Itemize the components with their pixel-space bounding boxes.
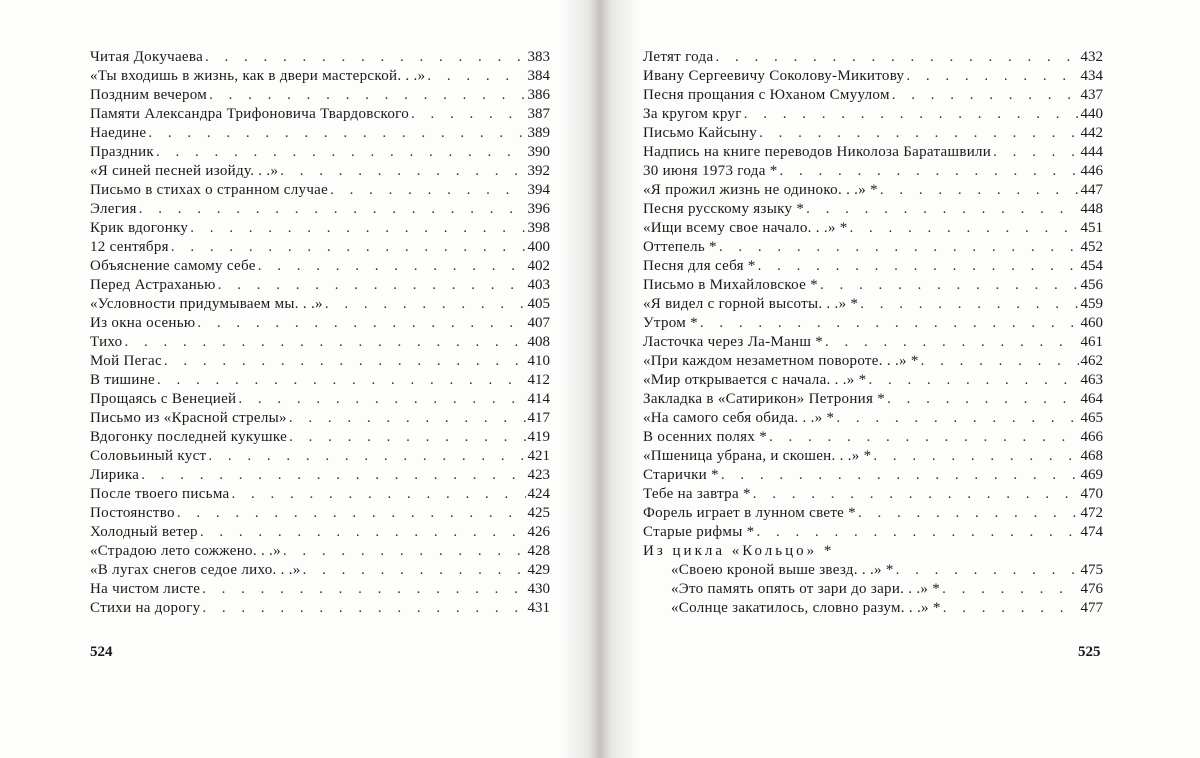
- toc-entry-page: 461: [1080, 334, 1103, 350]
- toc-entry: [90, 447, 550, 466]
- toc-entry: [643, 67, 1103, 86]
- toc-entry-page: 476: [1080, 581, 1103, 597]
- toc-entry-page: 398: [527, 220, 550, 236]
- toc-entry-title: «Страдою лето сожжено. . .»: [90, 543, 281, 559]
- toc-entry-page: 389: [527, 125, 550, 141]
- toc-entry-page: 451: [1080, 220, 1103, 236]
- dot-leader: [289, 409, 526, 428]
- dot-leader: [177, 504, 526, 523]
- toc-entry-title: Наедине: [90, 125, 147, 141]
- toc-entry-title: Закладка в «Сатирикон» Петрония *: [643, 391, 886, 407]
- toc-section-heading: [643, 542, 1103, 561]
- toc-entry: [643, 504, 1103, 523]
- toc-entry-title: «Я синей песней изойду. . .»: [90, 163, 279, 179]
- toc-entry-title: В тишине: [90, 372, 155, 388]
- toc-entry-title: На чистом листе: [90, 581, 201, 597]
- dot-leader: [860, 295, 1078, 314]
- dot-leader: [411, 105, 525, 124]
- toc-entry-title: Письмо в стихах о странном случае: [90, 182, 329, 198]
- toc-entry: [90, 295, 550, 314]
- toc-entry-title: Утром *: [643, 315, 698, 331]
- toc-entry: [90, 390, 550, 409]
- toc-entry-title: Соловьиный куст: [90, 448, 207, 464]
- toc-entry: [643, 200, 1103, 219]
- dot-leader: [171, 238, 526, 257]
- dot-leader: [836, 409, 1078, 428]
- dot-leader: [325, 295, 526, 314]
- toc-entry: [643, 238, 1103, 257]
- dot-leader: [753, 485, 1079, 504]
- toc-entry-page: 442: [1080, 125, 1103, 141]
- toc-entry-page: 428: [527, 543, 550, 559]
- dot-leader: [139, 200, 526, 219]
- toc-entry-title: «Своею кроной выше звезд. . .» *: [671, 562, 894, 578]
- toc-entry-page: 460: [1080, 315, 1103, 331]
- toc-entry-page: 469: [1080, 467, 1103, 483]
- dot-leader: [719, 238, 1079, 257]
- dot-leader: [715, 48, 1078, 67]
- toc-entry: [90, 352, 550, 371]
- dot-leader: [896, 561, 1079, 580]
- toc-entry-title: Объяснение самому себе: [90, 258, 256, 274]
- toc-entry-page: 408: [527, 334, 550, 350]
- toc-entry-page: 475: [1080, 562, 1103, 578]
- toc-entry-title: Тебе на завтра *: [643, 486, 751, 502]
- dot-leader: [157, 371, 526, 390]
- dot-leader: [887, 390, 1078, 409]
- toc-entry-page: 463: [1080, 372, 1103, 388]
- toc-entry-page: 477: [1080, 600, 1103, 616]
- toc-entry-title: «Ты входишь в жизнь, как в двери мастерской. . .»: [90, 68, 426, 84]
- toc-entry-page: 440: [1080, 106, 1103, 122]
- dot-leader: [156, 143, 525, 162]
- toc-entry-title: «Мир открывается с начала. . .» *: [643, 372, 867, 388]
- dot-leader: [758, 257, 1079, 276]
- dot-leader: [258, 257, 526, 276]
- toc-entry-page: 426: [527, 524, 550, 540]
- toc-entry-title: 12 сентября: [90, 239, 169, 255]
- toc-entry: [643, 181, 1103, 200]
- toc-entry: [90, 466, 550, 485]
- toc-entry-title: «Это память опять от зари до зари. . .» *: [671, 581, 941, 597]
- toc-entry-title: Ивану Сергеевичу Соколову-Микитову: [643, 68, 905, 84]
- toc-entry: [643, 580, 1103, 599]
- toc-entry: [643, 390, 1103, 409]
- toc-entry-page: 434: [1080, 68, 1103, 84]
- toc-entry: [90, 542, 550, 561]
- toc-entry-page: 387: [527, 106, 550, 122]
- dot-leader: [209, 86, 525, 105]
- toc-entry-page: 407: [527, 315, 550, 331]
- dot-leader: [208, 447, 525, 466]
- dot-leader: [943, 599, 1079, 618]
- dot-leader: [205, 48, 525, 67]
- toc-entry: [90, 314, 550, 333]
- toc-entry-page: 459: [1080, 296, 1103, 312]
- toc-entry-title: Тихо: [90, 334, 123, 350]
- toc-entry-title: Праздник: [90, 144, 155, 160]
- toc-entry: [90, 276, 550, 295]
- toc-entry: [643, 86, 1103, 105]
- dot-leader: [825, 333, 1078, 352]
- toc-entry-page: 396: [527, 201, 550, 217]
- toc-entry: [643, 143, 1103, 162]
- toc-entry-page: 394: [527, 182, 550, 198]
- toc-entry: [643, 447, 1103, 466]
- toc-entry: [643, 48, 1103, 67]
- dot-leader: [427, 67, 525, 86]
- toc-entry-title: Письмо из «Красной стрелы»: [90, 410, 287, 426]
- dot-leader: [164, 352, 526, 371]
- dot-leader: [280, 162, 525, 181]
- toc-entry-page: 466: [1080, 429, 1103, 445]
- toc-entry-title: Читая Докучаева: [90, 49, 204, 65]
- toc-entry-title: 30 июня 1973 года *: [643, 163, 778, 179]
- dot-leader: [921, 352, 1079, 371]
- toc-entry: [643, 219, 1103, 238]
- toc-entry-title: Крик вдогонку: [90, 220, 189, 236]
- toc-entry-title: Надпись на книге переводов Николоза Бараташвили: [643, 144, 992, 160]
- dot-leader: [906, 67, 1078, 86]
- dot-leader: [873, 447, 1078, 466]
- toc-entry-page: 454: [1080, 258, 1103, 274]
- dot-leader: [744, 105, 1079, 124]
- toc-entry: [90, 124, 550, 143]
- toc-entry-page: 424: [527, 486, 550, 502]
- toc-entry: [90, 238, 550, 257]
- toc-entry-title: Песня для себя *: [643, 258, 756, 274]
- toc-entry: [90, 162, 550, 181]
- toc-entry-title: «Я видел с горной высоты. . .» *: [643, 296, 859, 312]
- toc-entry-title: После твоего письма: [90, 486, 230, 502]
- toc-entry: [643, 409, 1103, 428]
- dot-leader: [124, 333, 525, 352]
- toc-entry-page: 431: [527, 600, 550, 616]
- toc-entry: [90, 485, 550, 504]
- toc-entry: [643, 295, 1103, 314]
- toc-entry: [90, 409, 550, 428]
- toc-entry-title: Оттепель *: [643, 239, 717, 255]
- toc-entry-title: Форель играет в лунном свете *: [643, 505, 856, 521]
- dot-leader: [202, 599, 525, 618]
- toc-entry-title: Стихи на дорогу: [90, 600, 201, 616]
- toc-entry-title: Песня прощания с Юханом Смуулом: [643, 87, 890, 103]
- toc-entry: [643, 314, 1103, 333]
- toc-entry-title: «Ищи всему свое начало. . .» *: [643, 220, 848, 236]
- toc-entry-page: 425: [527, 505, 550, 521]
- toc-entry: [643, 257, 1103, 276]
- toc-entry-page: 423: [527, 467, 550, 483]
- dot-leader: [868, 371, 1078, 390]
- toc-entry-page: 430: [527, 581, 550, 597]
- toc-entry: [643, 276, 1103, 295]
- toc-entry-page: 390: [527, 144, 550, 160]
- toc-entry-title: «При каждом незаметном повороте. . .» *: [643, 353, 919, 369]
- toc-entry-page: 462: [1080, 353, 1103, 369]
- dot-leader: [993, 143, 1078, 162]
- toc-entry-page: 402: [527, 258, 550, 274]
- toc-entry: [90, 561, 550, 580]
- dot-leader: [200, 523, 526, 542]
- dot-leader: [202, 580, 525, 599]
- toc-entry-title: Летят года: [643, 49, 714, 65]
- toc-entry: [643, 599, 1103, 618]
- toc-entry-title: «Солнце закатилось, словно разум. . .» *: [671, 600, 941, 616]
- toc-entry: [90, 428, 550, 447]
- toc-entry-page: 410: [527, 353, 550, 369]
- dot-leader: [880, 181, 1079, 200]
- dot-leader: [231, 485, 525, 504]
- toc-entry: [643, 466, 1103, 485]
- toc-entry-page: 468: [1080, 448, 1103, 464]
- toc-entry-title: Письмо Кайсыну: [643, 125, 758, 141]
- toc-entry-page: 474: [1080, 524, 1103, 540]
- toc-entry-page: 386: [527, 87, 550, 103]
- dot-leader: [700, 314, 1079, 333]
- left-toc-list: [90, 48, 550, 618]
- toc-entry-page: 452: [1080, 239, 1103, 255]
- dot-leader: [141, 466, 525, 485]
- toc-entry-title: За кругом круг: [643, 106, 742, 122]
- dot-leader: [721, 466, 1079, 485]
- toc-entry: [90, 580, 550, 599]
- toc-entry-page: 447: [1080, 182, 1103, 198]
- toc-entry: [90, 143, 550, 162]
- dot-leader: [820, 276, 1079, 295]
- toc-entry-title: «Условности придумываем мы. . .»: [90, 296, 323, 312]
- toc-entry-title: Мой Пегас: [90, 353, 162, 369]
- toc-entry-page: 412: [527, 372, 550, 388]
- dot-leader: [780, 162, 1079, 181]
- toc-entry: [643, 105, 1103, 124]
- dot-leader: [850, 219, 1079, 238]
- dot-leader: [148, 124, 525, 143]
- toc-entry-title: Памяти Александра Трифоновича Твардовского: [90, 106, 410, 122]
- toc-entry-title: «Я прожил жизнь не одиноко. . .» *: [643, 182, 878, 198]
- toc-entry: [90, 200, 550, 219]
- toc-entry-page: 403: [527, 277, 550, 293]
- toc-entry-page: 465: [1080, 410, 1103, 426]
- toc-entry-page: 470: [1080, 486, 1103, 502]
- toc-entry-page: 456: [1080, 277, 1103, 293]
- toc-entry-title: Из окна осенью: [90, 315, 196, 331]
- toc-entry: [643, 561, 1103, 580]
- toc-entry: [90, 257, 550, 276]
- toc-entry-title: Холодный ветер: [90, 524, 198, 540]
- toc-entry-page: 432: [1080, 49, 1103, 65]
- dot-leader: [218, 276, 526, 295]
- dot-leader: [197, 314, 525, 333]
- toc-entry-page: 464: [1080, 391, 1103, 407]
- toc-entry: [643, 333, 1103, 352]
- dot-leader: [303, 561, 526, 580]
- toc-entry-title: Старички *: [643, 467, 719, 483]
- dot-leader: [238, 390, 525, 409]
- dot-leader: [806, 200, 1078, 219]
- toc-entry-title: Прощаясь с Венецией: [90, 391, 237, 407]
- dot-leader: [190, 219, 525, 238]
- left-page: [0, 0, 590, 758]
- dot-leader: [289, 428, 525, 447]
- book-gutter-shadow: [560, 0, 640, 758]
- toc-entry: [643, 523, 1103, 542]
- toc-entry-page: 444: [1080, 144, 1103, 160]
- toc-entry-title: Старые рифмы *: [643, 524, 755, 540]
- toc-entry-title: Постоянство: [90, 505, 175, 521]
- toc-entry-title: Вдогонку последней кукушке: [90, 429, 288, 445]
- toc-entry: [90, 67, 550, 86]
- toc-entry: [643, 428, 1103, 447]
- left-page-number: 524: [90, 644, 113, 660]
- dot-leader: [858, 504, 1079, 523]
- toc-entry: [90, 523, 550, 542]
- toc-entry-page: 448: [1080, 201, 1103, 217]
- toc-entry: [90, 333, 550, 352]
- toc-entry: [90, 371, 550, 390]
- toc-entry: [90, 105, 550, 124]
- dot-leader: [892, 86, 1079, 105]
- toc-entry-page: 429: [527, 562, 550, 578]
- toc-entry: [90, 48, 550, 67]
- toc-entry: [90, 181, 550, 200]
- dot-leader: [283, 542, 526, 561]
- toc-entry: [90, 599, 550, 618]
- toc-entry-page: 384: [527, 68, 550, 84]
- toc-entry-page: 437: [1080, 87, 1103, 103]
- toc-entry: [90, 504, 550, 523]
- toc-entry: [90, 219, 550, 238]
- dot-leader: [769, 428, 1078, 447]
- toc-entry-page: 392: [527, 163, 550, 179]
- toc-entry-page: 446: [1080, 163, 1103, 179]
- right-page-number: 525: [1078, 644, 1101, 660]
- toc-entry-title: Ласточка через Ла-Манш *: [643, 334, 824, 350]
- toc-entry-title: Лирика: [90, 467, 140, 483]
- toc-entry-title: «Пшеница убрана, и скошен. . .» *: [643, 448, 872, 464]
- toc-entry: [90, 86, 550, 105]
- toc-entry-title: Поздним вечером: [90, 87, 208, 103]
- toc-entry-page: 472: [1080, 505, 1103, 521]
- toc-entry-page: 400: [527, 239, 550, 255]
- dot-leader: [330, 181, 525, 200]
- toc-entry-page: 405: [527, 296, 550, 312]
- toc-entry-page: 419: [527, 429, 550, 445]
- dot-leader: [942, 580, 1078, 599]
- toc-entry: [643, 371, 1103, 390]
- toc-entry-title: В осенних полях *: [643, 429, 768, 445]
- toc-entry-title: «На самого себя обида. . .» *: [643, 410, 835, 426]
- toc-entry-page: 414: [527, 391, 550, 407]
- toc-entry-page: 417: [527, 410, 550, 426]
- toc-entry-page: 383: [527, 49, 550, 65]
- dot-leader: [759, 124, 1078, 143]
- toc-entry: [643, 124, 1103, 143]
- toc-entry: [643, 352, 1103, 371]
- toc-entry-title: «В лугах снегов седое лихо. . .»: [90, 562, 301, 578]
- toc-entry-page: 421: [527, 448, 550, 464]
- toc-entry-title: Письмо в Михайловское *: [643, 277, 818, 293]
- right-page: [610, 0, 1200, 758]
- toc-entry: [643, 162, 1103, 181]
- toc-entry: [643, 485, 1103, 504]
- toc-entry-title: Из цикла «Кольцо» *: [643, 543, 835, 559]
- right-toc-list: [643, 48, 1103, 618]
- dot-leader: [756, 523, 1078, 542]
- toc-entry-title: Перед Астраханью: [90, 277, 216, 293]
- toc-entry-title: Песня русскому языку *: [643, 201, 805, 217]
- toc-entry-title: Элегия: [90, 201, 137, 217]
